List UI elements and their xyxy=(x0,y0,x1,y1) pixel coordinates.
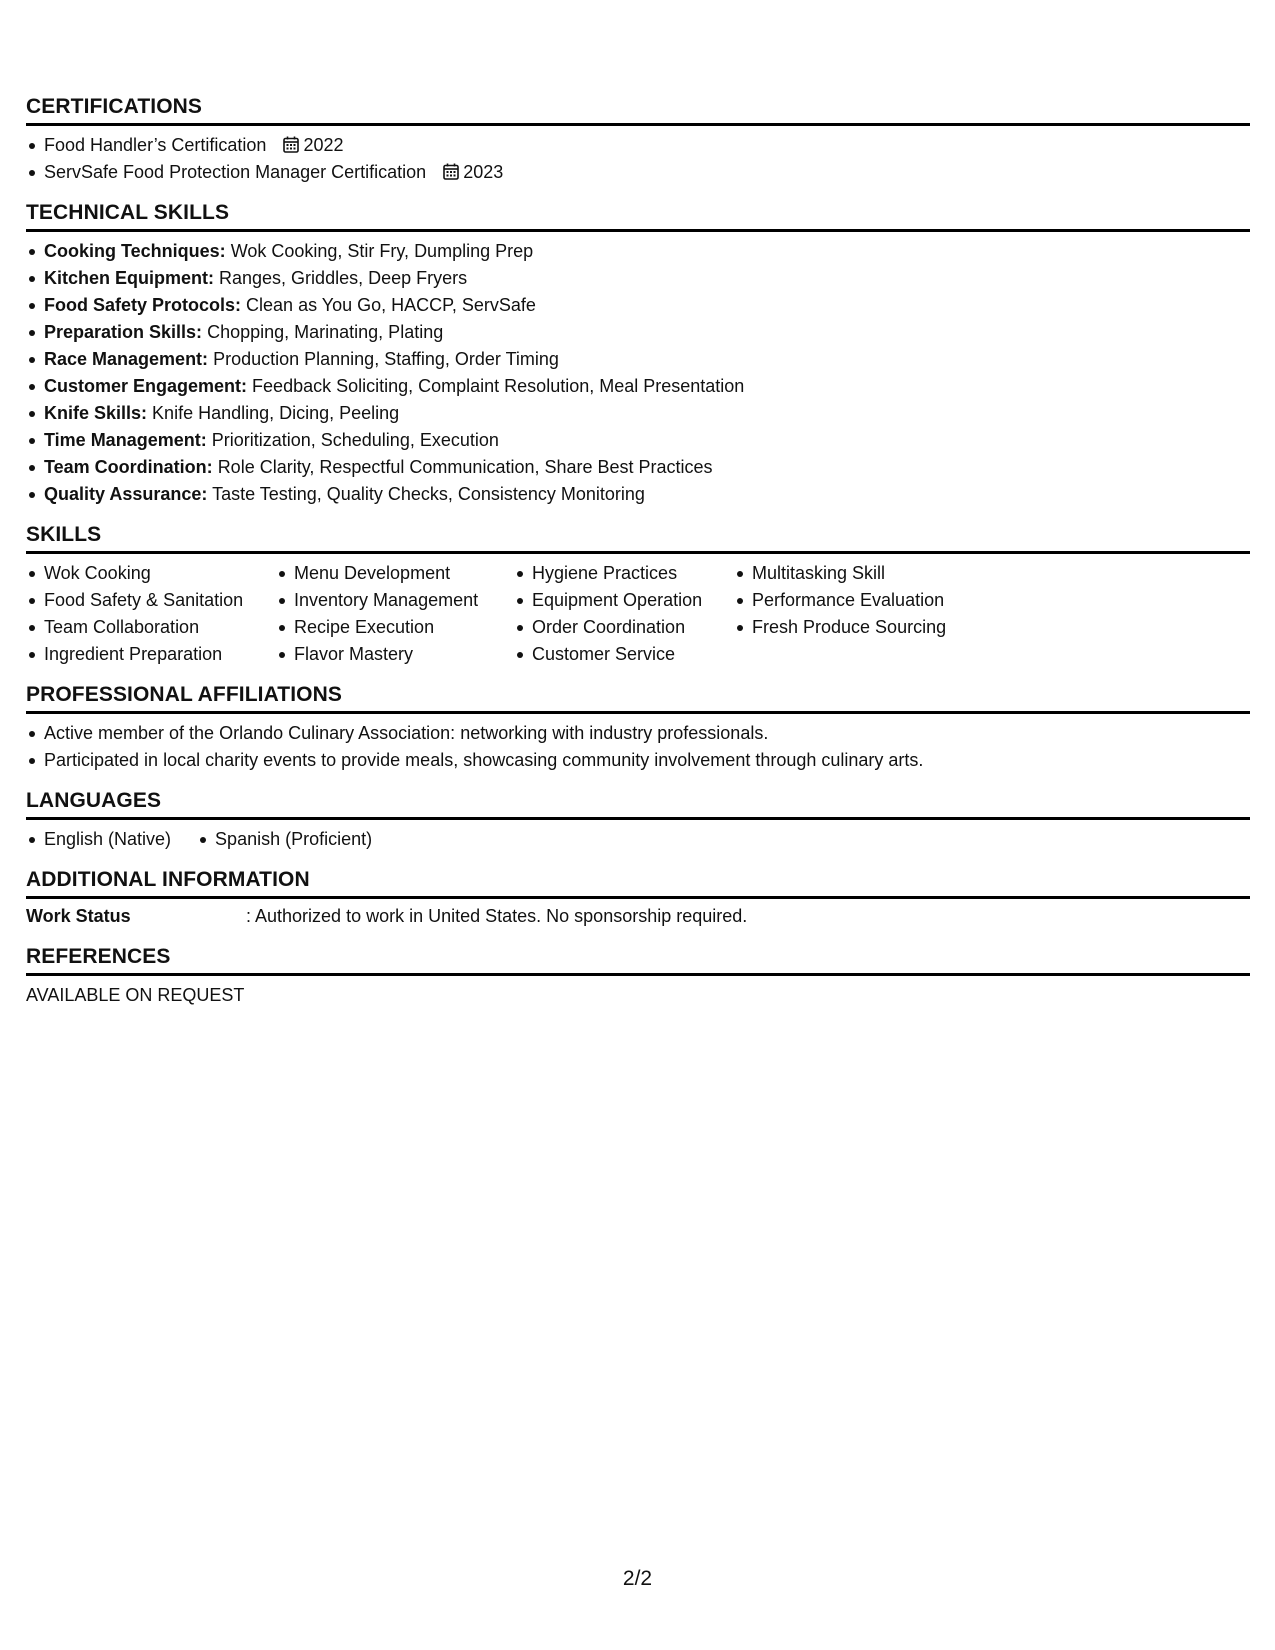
section-title-affiliations: PROFESSIONAL AFFILIATIONS xyxy=(26,682,1250,714)
skill-item: Fresh Produce Sourcing xyxy=(734,614,994,641)
technical-skill-item xyxy=(26,427,1250,454)
technical-skill-item xyxy=(26,292,1250,319)
skill-item: Order Coordination xyxy=(514,614,734,641)
technical-skill-item xyxy=(26,454,1250,481)
technical-skill-value: Ranges, Griddles, Deep Fryers xyxy=(219,268,468,288)
technical-skill-item xyxy=(26,265,1250,292)
technical-skill-value: Wok Cooking, Stir Fry, Dumpling Prep xyxy=(230,241,534,261)
technical-skill-item xyxy=(26,481,1250,508)
languages-section xyxy=(26,788,1250,853)
affiliation-item: Participated in local charity events to provide meals, showcasing community involvement through culinary arts. xyxy=(26,747,1250,774)
technical-skill-value: Clean as You Go, HACCP, ServSafe xyxy=(246,295,536,315)
certifications-section xyxy=(26,94,1250,186)
technical-skill-label: Food Safety Protocols: xyxy=(44,295,242,315)
technical-skill-label: Quality Assurance: xyxy=(44,484,208,504)
skills-section xyxy=(26,522,1250,668)
certification-date xyxy=(283,132,343,159)
certification-item xyxy=(26,132,1250,159)
technical-skill-value: Knife Handling, Dicing, Peeling xyxy=(152,403,400,423)
page-number: 2/2 xyxy=(622,1567,653,1590)
section-title-certifications: CERTIFICATIONS xyxy=(26,94,1250,126)
skill-item: Hygiene Practices xyxy=(514,560,734,587)
technical-skills-section xyxy=(26,200,1250,508)
affiliations-section xyxy=(26,682,1250,774)
technical-skill-value: Production Planning, Staffing, Order Timing xyxy=(213,349,559,369)
certification-item xyxy=(26,159,1250,186)
references-section xyxy=(26,944,1250,1009)
technical-skill-value: Chopping, Marinating, Plating xyxy=(207,322,444,342)
additional-information-section xyxy=(26,867,1250,930)
work-status-label: Work Status xyxy=(26,906,131,926)
skill-item: Menu Development xyxy=(276,560,514,587)
calendar-icon xyxy=(443,163,459,180)
technical-skill-label: Kitchen Equipment: xyxy=(44,268,214,288)
technical-skill-label: Time Management: xyxy=(44,430,207,450)
technical-skill-value: Feedback Soliciting, Complaint Resolution, Meal Presentation xyxy=(252,376,745,396)
section-title-technical-skills: TECHNICAL SKILLS xyxy=(26,200,1250,232)
technical-skill-item xyxy=(26,346,1250,373)
certification-year: 2023 xyxy=(463,162,504,182)
calendar-icon xyxy=(283,136,299,153)
certification-date xyxy=(443,159,503,186)
technical-skill-value: Taste Testing, Quality Checks, Consistency Monitoring xyxy=(212,484,645,504)
skills-column xyxy=(734,560,994,668)
skill-item: Inventory Management xyxy=(276,587,514,614)
skills-grid xyxy=(26,560,1250,668)
language-item: Spanish (Proficient) xyxy=(197,826,372,853)
technical-skill-label: Preparation Skills: xyxy=(44,322,203,342)
certification-name: ServSafe Food Protection Manager Certification xyxy=(44,162,427,182)
work-status-value: : Authorized to work in United States. No sponsorship required. xyxy=(246,906,748,926)
skills-column xyxy=(26,560,276,668)
skill-item: Multitasking Skill xyxy=(734,560,994,587)
technical-skill-item xyxy=(26,400,1250,427)
skill-item: Performance Evaluation xyxy=(734,587,994,614)
certifications-list xyxy=(26,132,1250,186)
certification-year: 2022 xyxy=(303,135,344,155)
language-item: English (Native) xyxy=(26,826,171,853)
languages-list xyxy=(26,826,1250,853)
resume-page xyxy=(26,94,1250,1009)
references-text: AVAILABLE ON REQUEST xyxy=(26,985,245,1005)
affiliations-list xyxy=(26,720,1250,774)
technical-skill-item xyxy=(26,319,1250,346)
skills-column xyxy=(514,560,734,668)
certification-name: Food Handler’s Certification xyxy=(44,135,267,155)
technical-skill-item xyxy=(26,238,1250,265)
technical-skill-item xyxy=(26,373,1250,400)
skill-item: Flavor Mastery xyxy=(276,641,514,668)
technical-skill-label: Knife Skills: xyxy=(44,403,148,423)
work-status-row xyxy=(26,903,1250,930)
skill-item: Food Safety & Sanitation xyxy=(26,587,276,614)
technical-skill-value: Prioritization, Scheduling, Execution xyxy=(211,430,499,450)
section-title-languages: LANGUAGES xyxy=(26,788,1250,820)
technical-skill-label: Race Management: xyxy=(44,349,209,369)
affiliation-item: Active member of the Orlando Culinary Association: networking with industry professionals. xyxy=(26,720,1250,747)
skill-item: Team Collaboration xyxy=(26,614,276,641)
technical-skills-list xyxy=(26,238,1250,508)
section-title-skills: SKILLS xyxy=(26,522,1250,554)
technical-skill-value: Role Clarity, Respectful Communication, Share Best Practices xyxy=(217,457,713,477)
section-title-additional-information: ADDITIONAL INFORMATION xyxy=(26,867,1250,899)
technical-skill-label: Customer Engagement: xyxy=(44,376,248,396)
skill-item: Wok Cooking xyxy=(26,560,276,587)
technical-skill-label: Team Coordination: xyxy=(44,457,213,477)
technical-skill-label: Cooking Techniques: xyxy=(44,241,226,261)
section-title-references: REFERENCES xyxy=(26,944,1250,976)
skill-item: Ingredient Preparation xyxy=(26,641,276,668)
skill-item: Recipe Execution xyxy=(276,614,514,641)
skill-item: Equipment Operation xyxy=(514,587,734,614)
skill-item: Customer Service xyxy=(514,641,734,668)
skills-column xyxy=(276,560,514,668)
